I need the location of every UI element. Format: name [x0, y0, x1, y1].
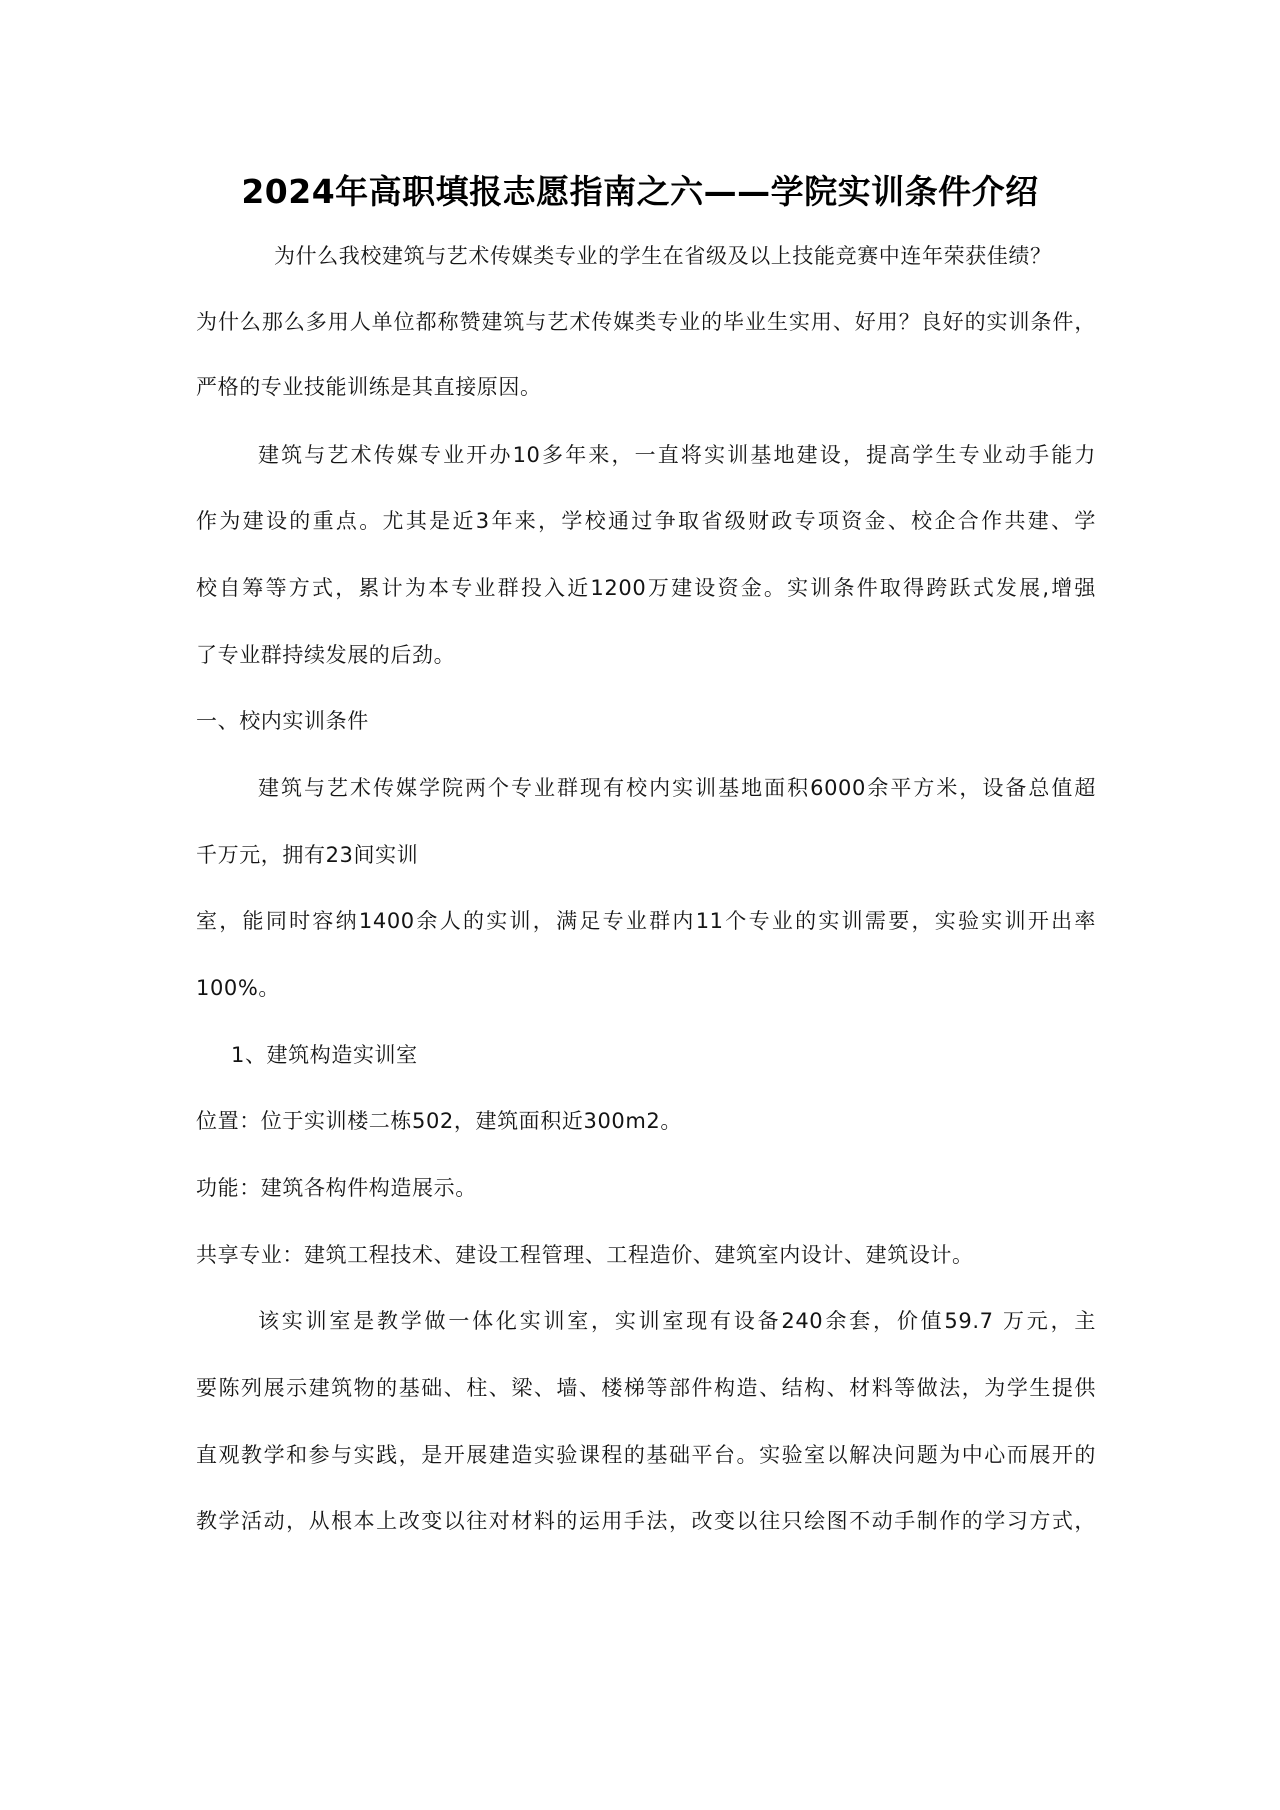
paragraph-line: 建筑与艺术传媒专业开办10多年来，一直将实训基地建设，提高学生专业动手能力	[258, 443, 1096, 467]
paragraph-line: 为什么那么多用人单位都称赞建筑与艺术传媒类专业的毕业生实用、好用？良好的实训条件，	[196, 310, 1096, 334]
paragraph-line: 建筑与艺术传媒学院两个专业群现有校内实训基地面积6000余平方米，设备总值超	[258, 776, 1096, 800]
paragraph-line: 室，能同时容纳1400余人的实训，满足专业群内11个专业的实训需要，实验实训开出率	[196, 909, 1096, 933]
paragraph-line: 100%。	[196, 976, 281, 1000]
subsection-heading: 1、建筑构造实训室	[231, 1043, 418, 1067]
paragraph-line: 严格的专业技能训练是其直接原因。	[196, 375, 542, 399]
paragraph-line: 作为建设的重点。尤其是近3年来，学校通过争取省级财政专项资金、校企合作共建、学	[196, 509, 1096, 533]
paragraph-line: 该实训室是教学做一体化实训室，实训室现有设备240余套，价值59.7 万元，主	[258, 1309, 1096, 1333]
info-line: 功能：建筑各构件构造展示。	[196, 1176, 477, 1200]
section-heading: 一、校内实训条件	[196, 709, 369, 733]
paragraph-line: 为什么我校建筑与艺术传媒类专业的学生在省级及以上技能竞赛中连年荣获佳绩？	[274, 244, 1052, 268]
document-title: 2024年高职填报志愿指南之六——学院实训条件介绍	[241, 172, 1039, 211]
paragraph-line: 千万元，拥有23间实训	[196, 843, 419, 867]
paragraph-line: 教学活动，从根本上改变以往对材料的运用手法，改变以往只绘图不动手制作的学习方式，	[196, 1509, 1096, 1533]
paragraph-line: 直观教学和参与实践，是开展建造实验课程的基础平台。实验室以解决问题为中心而展开的	[196, 1443, 1096, 1467]
paragraph-line: 校自筹等方式，累计为本专业群投入近1200万建设资金。实训条件取得跨跃式发展,增强	[196, 576, 1096, 600]
info-line: 位置：位于实训楼二栋502，建筑面积近300m2。	[196, 1109, 682, 1133]
info-line: 共享专业：建筑工程技术、建设工程管理、工程造价、建筑室内设计、建筑设计。	[196, 1243, 974, 1267]
paragraph-line: 要陈列展示建筑物的基础、柱、梁、墙、楼梯等部件构造、结构、材料等做法，为学生提供	[196, 1376, 1096, 1400]
paragraph-line: 了专业群持续发展的后劲。	[196, 643, 456, 667]
